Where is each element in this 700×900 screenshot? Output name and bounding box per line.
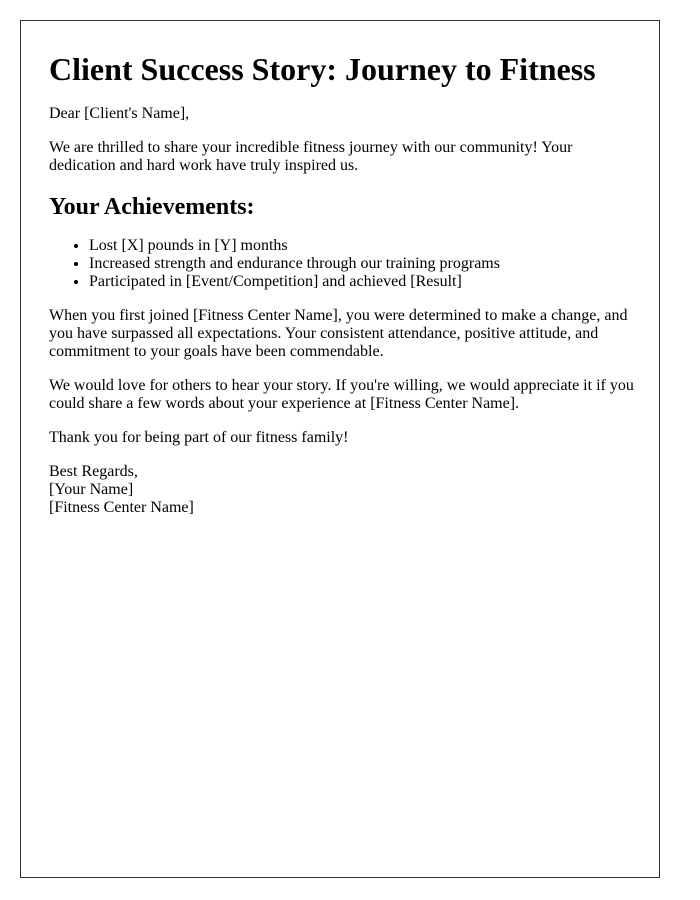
achievement-item: • Participated in [Event/Competition] and achieved [Result]	[89, 273, 634, 291]
letter-title: Client Success Story: Journey to Fitness	[49, 51, 596, 87]
letter-page	[20, 20, 660, 878]
achievements-heading: Your Achievements:	[49, 194, 255, 220]
body-paragraph-1: When you first joined [Fitness Center Name], you were determined to make a change, and you have surpassed all expectations. Your consistent attendance, positive attitude, and commitment to your goals have been commendable.	[49, 307, 628, 360]
signature-block	[49, 463, 634, 517]
intro-paragraph: We are thrilled to share your incredible fitness journey with our community! Your dedication and hard work have truly inspired us.	[49, 139, 573, 174]
achievement-item: • Increased strength and endurance through our training programs	[89, 255, 634, 273]
sender-organization: [Fitness Center Name]	[49, 499, 194, 516]
closing: Best Regards,	[49, 463, 138, 480]
body-paragraph-2: We would love for others to hear your story. If you're willing, we would appreciate it if you could share a few words about your experience at [Fitness Center Name].	[49, 377, 634, 412]
achievements-list	[49, 237, 634, 291]
greeting: Dear [Client's Name],	[49, 105, 190, 122]
achievement-item: • Lost [X] pounds in [Y] months	[89, 237, 634, 255]
sender-name: [Your Name]	[49, 481, 134, 498]
thanks-paragraph: Thank you for being part of our fitness family!	[49, 429, 349, 446]
letter-content	[49, 21, 634, 517]
